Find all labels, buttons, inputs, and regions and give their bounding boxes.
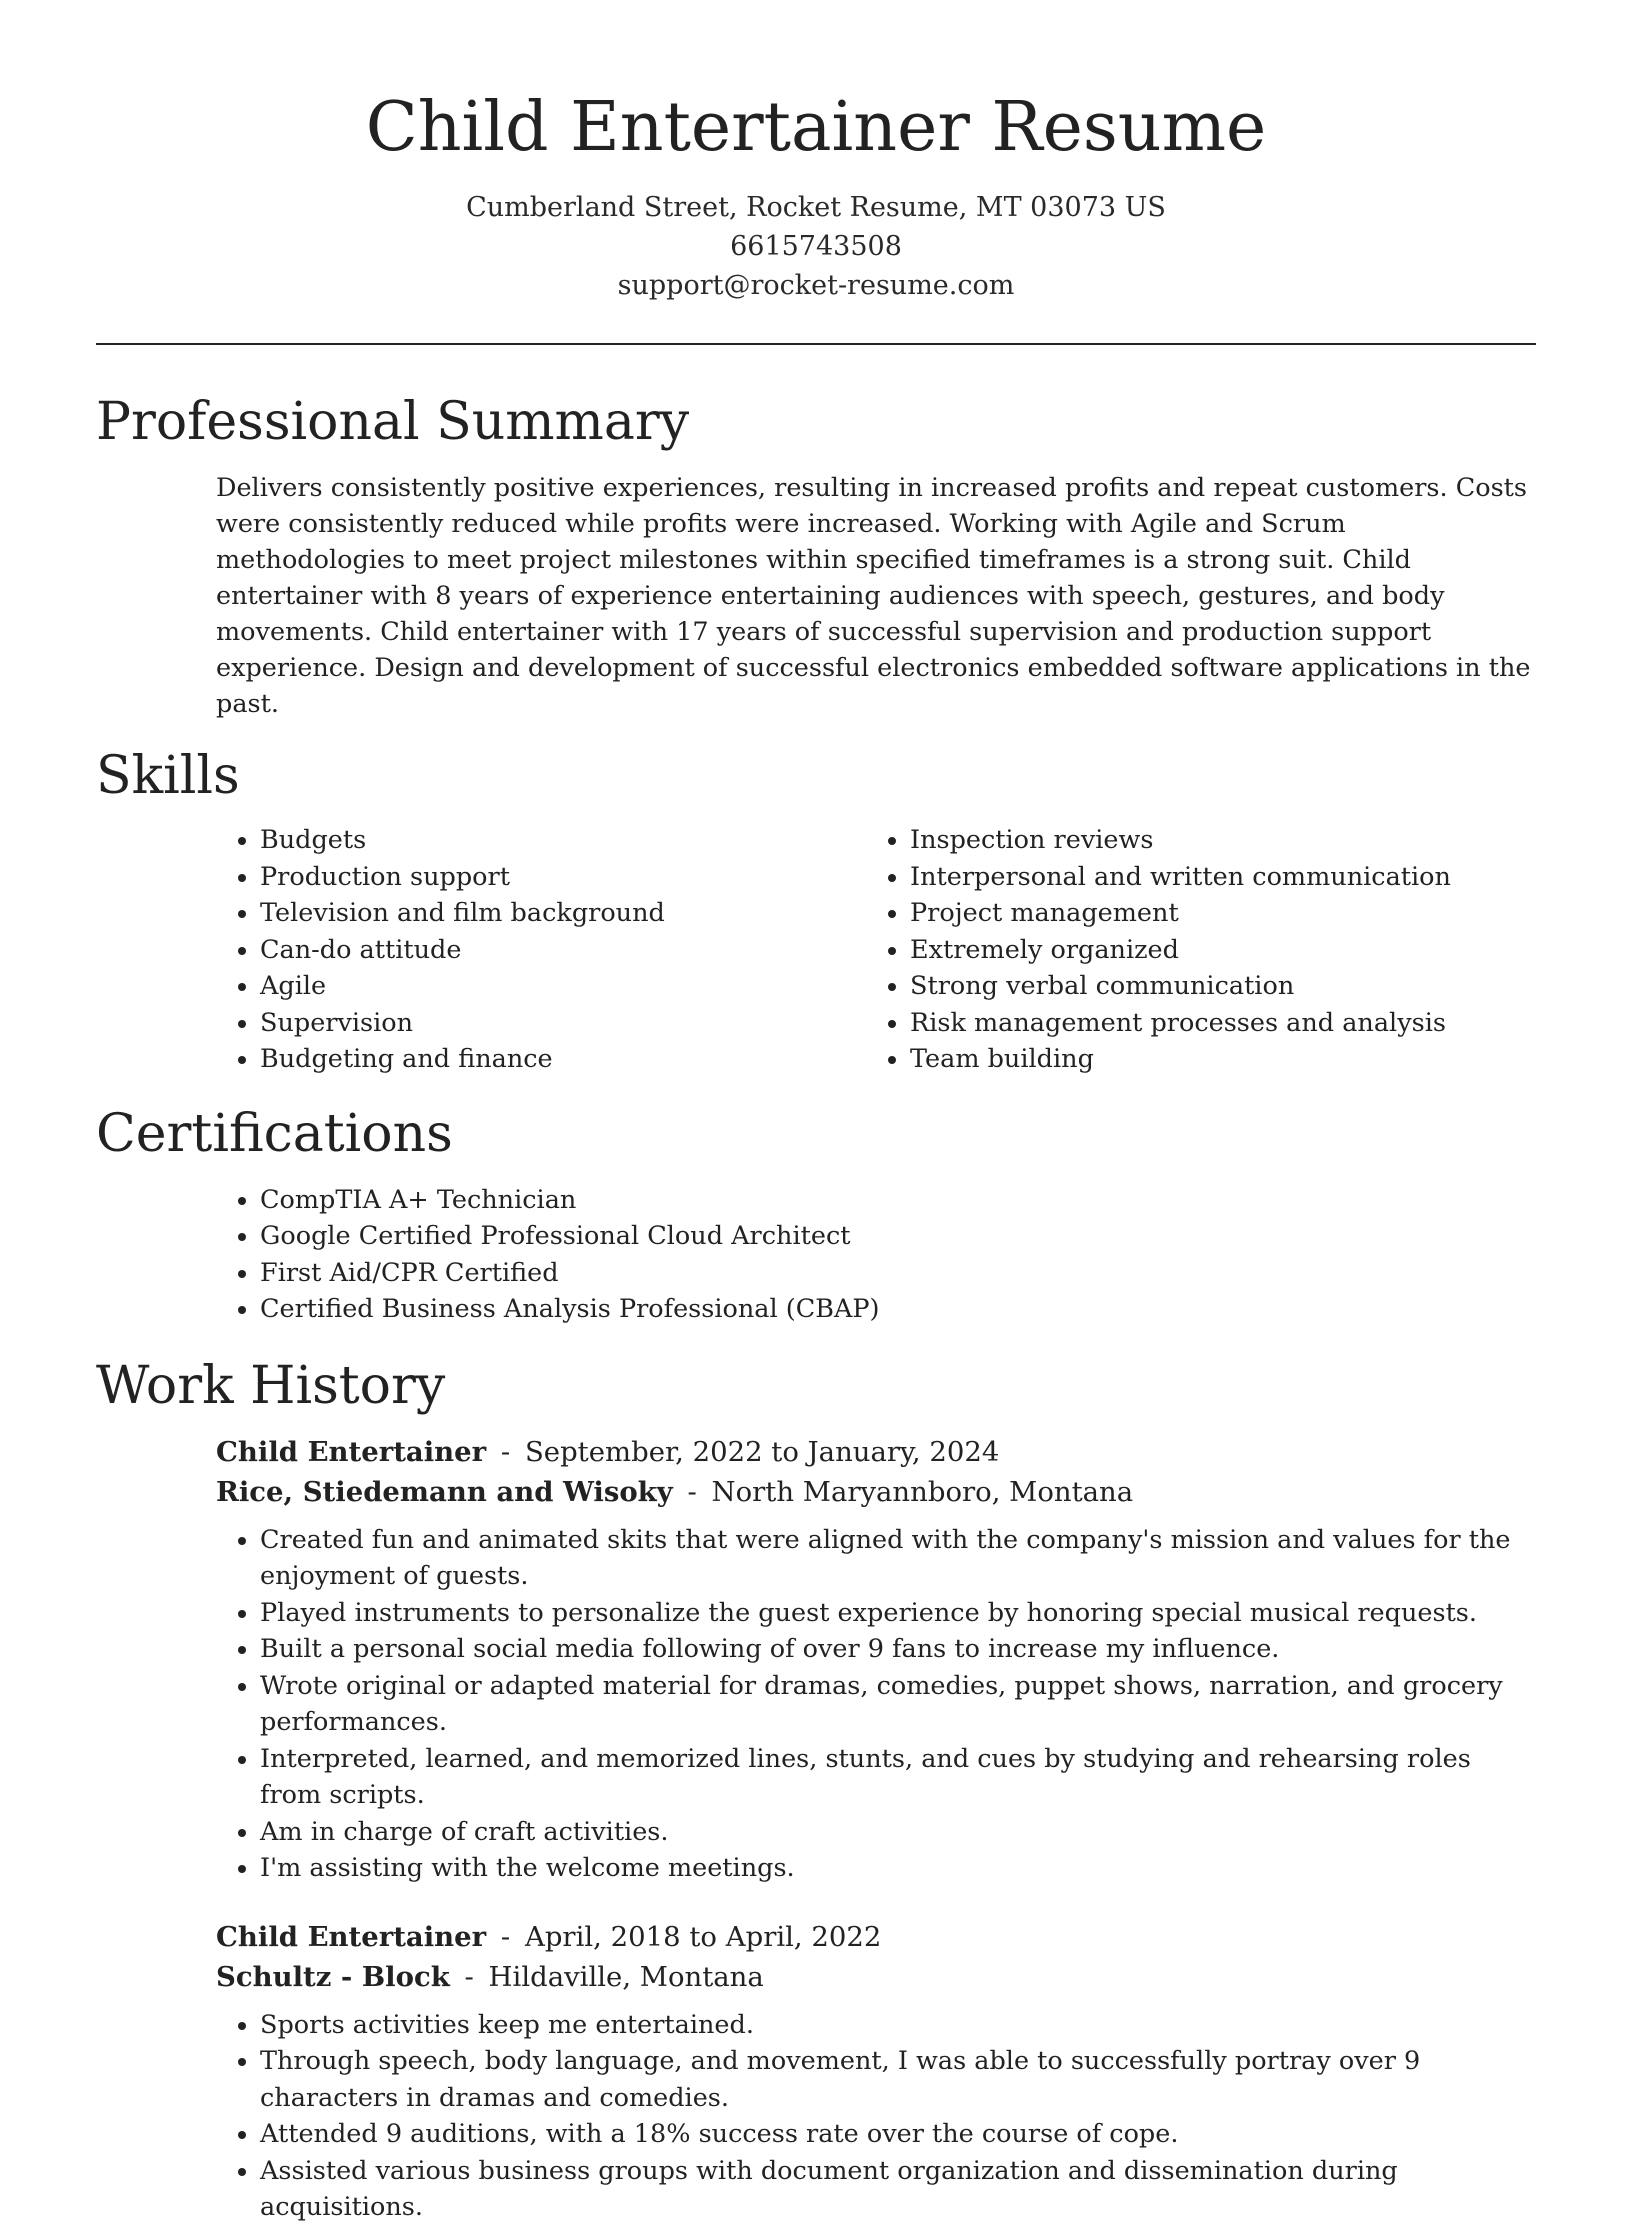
skill-item: • Strong verbal communication — [910, 968, 1516, 1005]
summary-heading: Professional Summary — [96, 392, 690, 452]
skill-item: • Interpersonal and written communication — [910, 859, 1516, 896]
job-title: Child Entertainer — [216, 1920, 487, 1953]
skills-column-right — [866, 822, 1516, 1078]
work-history-section — [96, 1352, 1536, 2226]
job-company-line — [216, 1472, 1536, 1512]
summary-paragraph: Delivers consistently positive experiences, resulting in increased profits and repeat customers. Costs were consistently reduced while profits were increased. Working with Agile and Scrum methodologies to meet project milestones within specified timeframes is a strong suit. Child entertainer with 8 years of experience entertaining audiences with speech, gestures, and body movements. Child entertainer with 17 years of successful supervision and production support experience. Design and development of successful electronics embedded software applications in the past. — [216, 473, 1531, 719]
separator: - — [687, 1475, 697, 1508]
header-divider — [96, 343, 1536, 345]
job-bullet: • Through speech, body language, and movement, I was able to successfully portray over 9 characters in dramas and comedies. — [260, 2043, 1536, 2116]
job-entry — [216, 1917, 1536, 2226]
skills-section — [96, 742, 1536, 1078]
skill-item: • Risk management processes and analysis — [910, 1005, 1516, 1042]
job-bullet: • Am in charge of craft activities. — [260, 1814, 1536, 1851]
job-company-line — [216, 1957, 1536, 1997]
summary-section — [96, 388, 1536, 722]
job-bullet: • Wrote original or adapted material for dramas, comedies, puppet shows, narration, and grocery performances. — [260, 1668, 1536, 1741]
skill-item: • Supervision — [260, 1005, 866, 1042]
resume-header — [96, 0, 1536, 305]
skill-item: • Budgeting and finance — [260, 1041, 866, 1078]
skills-column-left — [216, 822, 866, 1078]
job-bullet: • Sports activities keep me entertained. — [260, 2007, 1536, 2044]
contact-email: support@rocket-resume.com — [617, 270, 1015, 301]
job-entry — [216, 1432, 1536, 1887]
job-location: Hildaville, Montana — [488, 1960, 764, 1993]
skill-item: • Project management — [910, 895, 1516, 932]
job-title-line — [216, 1917, 1536, 1957]
work-history-heading: Work History — [96, 1355, 446, 1416]
resume-page — [96, 0, 1536, 2226]
certification-item: • CompTIA A+ Technician — [260, 1182, 1536, 1219]
job-bullet: • Assisted various business groups with document organization and dissemination during acquisitions. — [260, 2153, 1536, 2226]
skills-heading: Skills — [96, 746, 240, 806]
job-company: Rice, Stiedemann and Wisoky — [216, 1475, 673, 1508]
job-bullet: • Played instruments to personalize the guest experience by honoring special musical requests. — [260, 1595, 1536, 1632]
job-bullet: • Created fun and animated skits that were aligned with the company's mission and values for the enjoyment of guests. — [260, 1522, 1536, 1595]
job-bullet: • Built a personal social media following of over 9 fans to increase my influence. — [260, 1631, 1536, 1668]
skill-item: • Budgets — [260, 822, 866, 859]
job-dates: April, 2018 to April, 2022 — [524, 1920, 882, 1953]
skill-item: • Production support — [260, 859, 866, 896]
certification-item: • Certified Business Analysis Professional (CBAP) — [260, 1291, 1536, 1328]
job-bullet: • I'm assisting with the welcome meetings. — [260, 1850, 1536, 1887]
contact-address: Cumberland Street, Rocket Resume, MT 03073 US — [466, 192, 1166, 223]
certifications-section — [96, 1100, 1536, 1328]
separator: - — [500, 1435, 511, 1468]
separator: - — [500, 1920, 511, 1953]
skill-item: • Agile — [260, 968, 866, 1005]
certification-item: • First Aid/CPR Certified — [260, 1255, 1536, 1292]
resume-title: Child Entertainer Resume — [365, 88, 1267, 167]
job-location: North Maryannboro, Montana — [711, 1475, 1134, 1508]
skill-item: • Television and film background — [260, 895, 866, 932]
skill-item: • Extremely organized — [910, 932, 1516, 969]
job-company: Schultz - Block — [216, 1960, 450, 1993]
job-bullet: • Interpreted, learned, and memorized lines, stunts, and cues by studying and rehearsing roles from scripts. — [260, 1741, 1536, 1814]
certification-item: • Google Certified Professional Cloud Architect — [260, 1218, 1536, 1255]
job-dates: September, 2022 to January, 2024 — [524, 1435, 1000, 1468]
certifications-heading: Certifications — [96, 1103, 453, 1164]
job-title: Child Entertainer — [216, 1435, 487, 1468]
job-bullet: • Attended 9 auditions, with a 18% success rate over the course of cope. — [260, 2116, 1536, 2153]
skill-item: • Can-do attitude — [260, 932, 866, 969]
skill-item: • Team building — [910, 1041, 1516, 1078]
contact-phone: 6615743508 — [730, 231, 902, 262]
separator: - — [464, 1960, 474, 1993]
job-title-line — [216, 1432, 1536, 1472]
skill-item: • Inspection reviews — [910, 822, 1516, 859]
